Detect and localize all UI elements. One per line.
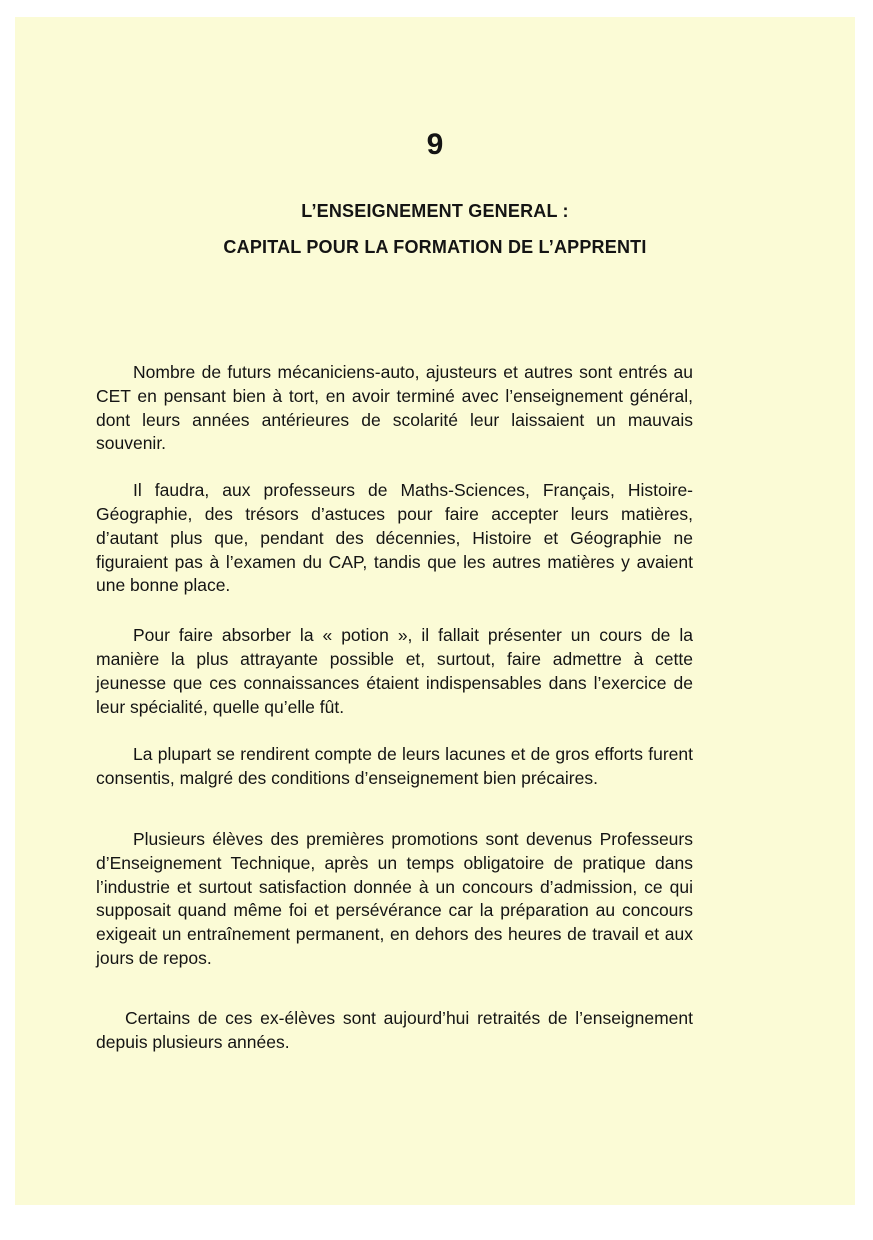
paragraph: Plusieurs élèves des premières promotions sont devenus Professeurs d’Enseignement Technique, après un temps obligatoire de pratique dans l’industrie et surtout satisfaction donnée à un concours d’admission, ce qui supposait quand même foi et persévérance car la préparation au concours exigeait un entraînement permanent, en dehors des heures de travail et aux jours de repos.: [96, 828, 693, 968]
body-text: [96, 361, 693, 1054]
paragraph: Certains de ces ex-élèves sont aujourd’hui retraités de l’enseignement depuis plusieurs années.: [96, 1007, 693, 1052]
chapter-title-line-2: CAPITAL POUR LA FORMATION DE L’APPRENTI: [223, 237, 647, 257]
paragraph: La plupart se rendirent compte de leurs lacunes et de gros efforts furent consentis, malgré des conditions d’enseignement bien précaires.: [96, 744, 693, 789]
document-page: [15, 17, 855, 1205]
chapter-title-line-1: L’ENSEIGNEMENT GENERAL :: [301, 201, 569, 221]
paragraph: Pour faire absorber la « potion », il fallait présenter un cours de la manière la plus attrayante possible et, surtout, faire admettre à cette jeunesse que ces connaissances étaient indispensables dans l’exercice de leur spécialité, quelle qu’elle fût.: [96, 625, 693, 717]
paragraph: Nombre de futurs mécaniciens-auto, ajusteurs et autres sont entrés au CET en pensant bien à tort, en avoir terminé avec l’enseignement général, dont leurs années antérieures de scolarité leur laissaient un mauvais souvenir.: [96, 362, 693, 454]
chapter-number: 9: [426, 128, 444, 161]
paragraph: Il faudra, aux professeurs de Maths-Sciences, Français, Histoire-Géographie, des trésors d’astuces pour faire accepter leurs matières, d’autant plus que, pendant des décennies, Histoire et Géographie ne figuraient pas à l’examen du CAP, tandis que les autres matières y avaient une bonne place.: [96, 480, 693, 596]
